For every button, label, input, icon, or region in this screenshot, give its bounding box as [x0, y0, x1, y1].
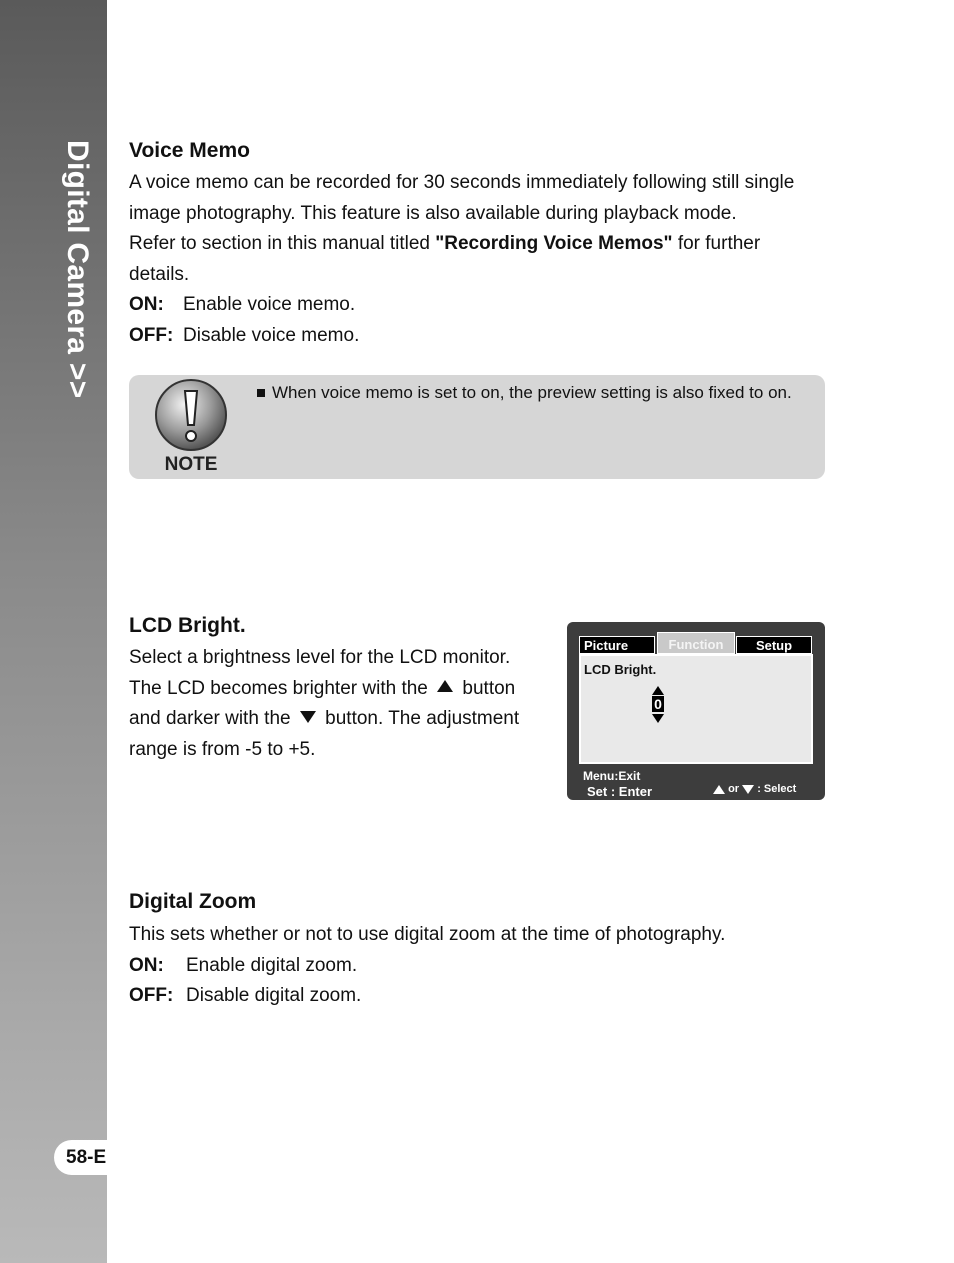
lcd-menu-panel	[579, 654, 813, 764]
ref-prefix: Refer to section in this manual titled	[129, 233, 436, 254]
voice-memo-line-2: image photography. This feature is also available during playback mode.	[129, 202, 737, 224]
zoom-on-label: ON:	[129, 954, 164, 976]
voice-memo-reference	[129, 229, 794, 260]
down-arrow-icon	[300, 711, 316, 723]
lcd-bright-line-2	[129, 674, 519, 705]
lcd-line2-b: button	[457, 677, 516, 699]
note-text-content: When voice memo is set to on, the preview setting is also fixed to on.	[272, 383, 792, 402]
bullet-icon	[257, 389, 265, 397]
lcd-bright-body	[129, 643, 519, 765]
set-enter-hint: Set : Enter	[587, 784, 653, 799]
up-arrow-icon	[437, 680, 453, 692]
digital-zoom-line-1: This sets whether or not to use digital zoom at the time of photography.	[129, 924, 726, 945]
page-number: 58-E	[54, 1140, 114, 1175]
lcd-line3-a: and darker with the	[129, 708, 296, 729]
zoom-on-text: Enable digital zoom.	[186, 954, 358, 976]
chapter-title: Digital Camera >>	[61, 140, 94, 399]
tab-picture: Picture	[579, 636, 655, 654]
zoom-off-label: OFF:	[129, 985, 174, 1006]
off-text: Disable voice memo.	[183, 324, 360, 346]
voice-memo-heading: Voice Memo	[129, 139, 250, 162]
lcd-menu-screenshot	[567, 622, 825, 800]
lcd-bright-heading: LCD Bright.	[129, 614, 246, 637]
note-box	[129, 375, 825, 479]
digital-zoom-on-row	[129, 951, 725, 982]
note-icon-label: NOTE	[164, 454, 218, 475]
ref-suffix: for further	[672, 233, 761, 254]
hint-or: or	[728, 783, 740, 795]
digital-zoom-body	[129, 920, 725, 1012]
lcd-bright-line-1: Select a brightness level for the LCD monitor.	[129, 647, 511, 668]
tab-function: Function	[657, 632, 735, 654]
voice-memo-off-row	[129, 321, 794, 352]
voice-memo-line-1: A voice memo can be recorded for 30 seconds immediately following still single	[129, 172, 795, 193]
menu-exit-hint: Menu:Exit	[583, 769, 641, 783]
on-label: ON:	[129, 294, 164, 315]
value-down-icon	[652, 714, 664, 723]
lcd-bright-line-4: range is from -5 to +5.	[129, 738, 316, 760]
warning-exclamation-icon	[151, 377, 231, 475]
hint-up-icon	[713, 785, 725, 794]
voice-memo-body	[129, 168, 794, 351]
lcd-setting-value: 0	[652, 696, 664, 712]
ref-title: "Recording Voice Memos"	[435, 233, 673, 254]
tab-setup: Setup	[736, 636, 812, 654]
digital-zoom-off-row	[129, 981, 725, 1012]
lcd-line2-a: The LCD becomes brighter with the	[129, 677, 434, 699]
on-text: Enable voice memo.	[183, 294, 356, 315]
value-up-icon	[652, 686, 664, 695]
off-label: OFF:	[129, 324, 174, 346]
voice-memo-on-row	[129, 290, 794, 321]
zoom-off-text: Disable digital zoom.	[186, 985, 362, 1006]
hint-select: : Select	[757, 783, 797, 795]
note-text	[257, 383, 792, 403]
lcd-line3-b: button. The adjustment	[319, 708, 520, 729]
hint-down-icon	[742, 785, 754, 794]
ref-end: details.	[129, 263, 190, 285]
digital-zoom-heading: Digital Zoom	[129, 890, 257, 913]
lcd-setting-label: LCD Bright.	[584, 662, 657, 677]
lcd-bright-line-3	[129, 704, 519, 735]
select-hint	[713, 783, 796, 795]
